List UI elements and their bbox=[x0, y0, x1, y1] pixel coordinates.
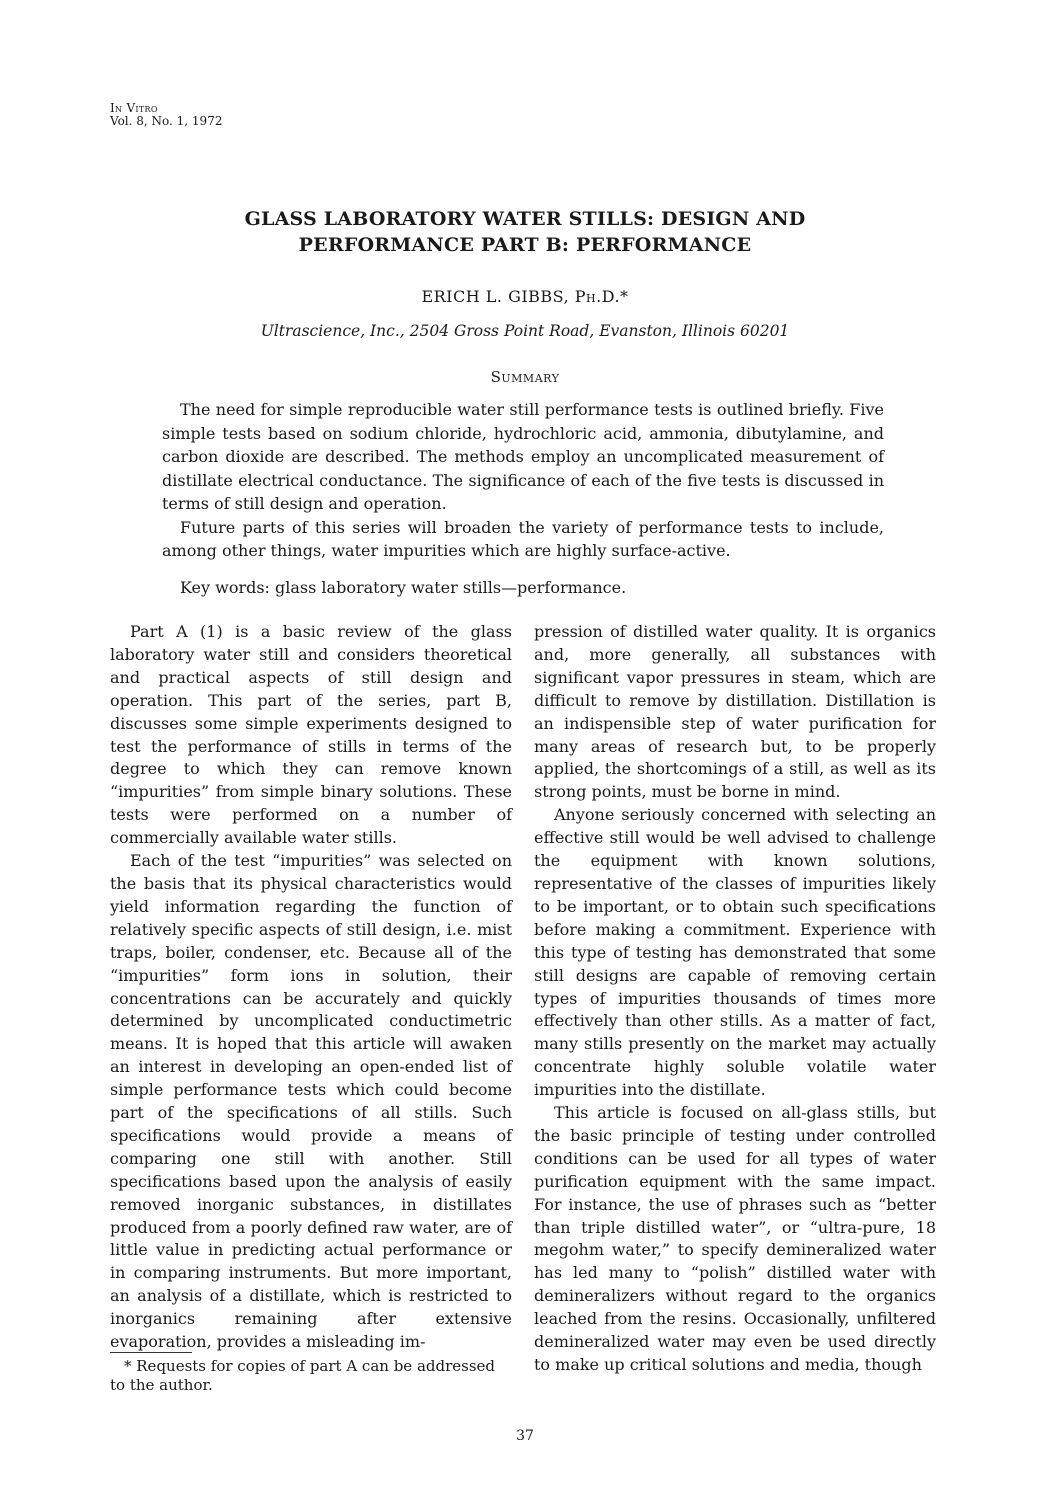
affiliation: Ultrascience, Inc., 2504 Gross Point Road, Evanston, Illinois 60201 bbox=[260, 322, 790, 340]
journal-citation bbox=[110, 102, 222, 128]
body-paragraph: Anyone seriously concerned with selecting an effective still would be well advised to challenge the equipment with known solutions, representative of the classes of impurities likely to be important, or to obtain such specifications before making a commitment. Experience with this type of testing has demonstrated that some still designs are capable of removing certain types of impurities thousands of times more effectively than other stills. As a matter of fact, many stills presently on the market may actually concentrate highly soluble volatile water impurities into the distillate. bbox=[534, 805, 936, 1100]
footnote bbox=[110, 1357, 512, 1395]
body-paragraph: pression of distilled water quality. It is organics and, more generally, all substances with significant vapor pressures in steam, which are difficult to remove by distillation. Distillation is an indispensible step of water purification for many areas of research but, to be properly applied, the shortcomings of a still, as well as its strong points, must be borne in mind. bbox=[534, 622, 936, 802]
summary-paragraph-1: The need for simple reproducible water still performance tests is outlined briefly. Five simple tests based on sodium chloride, hydrochloric acid, ammonia, dibutylamine, and carbon dioxide are described. The methods employ an uncomplicated measurement of distillate electrical conductance. The significance of each of the five tests is discussed in terms of still design and operation. bbox=[162, 400, 884, 513]
title-line-1: GLASS LABORATORY WATER STILLS: DESIGN AND bbox=[244, 208, 806, 230]
body-column-right bbox=[534, 621, 936, 1377]
author-degree: Ph.D.* bbox=[574, 287, 629, 306]
keywords: Key words: glass laboratory water stills—performance. bbox=[180, 578, 627, 597]
author-name: ERICH L. GIBBS, bbox=[421, 287, 575, 306]
footnote-text: * Requests for copies of part A can be addressed to the author. bbox=[110, 1357, 496, 1394]
journal-name: In Vitro bbox=[110, 101, 158, 115]
page-number: 37 bbox=[516, 1428, 534, 1444]
author-line bbox=[100, 287, 950, 306]
body-paragraph: Each of the test “impurities” was selected on the basis that its physical characteristics would yield information regarding the function of relatively specific aspects of still design, i.e. mist traps, boiler, condenser, etc. Because all of the “impurities” form ions in solution, their concentrations can be accurately and quickly determined by uncomplicated conductimetric means. It is hoped that this article will awaken an interest in developing an open-ended list of simple performance tests which could become part of the specifications of all stills. Such specifications would provide a means of comparing one still with another. Still specifications based upon the analysis of easily removed inorganic substances, in distillates produced from a poorly defined raw water, are of little value in predicting actual performance or in comparing instruments. But more important, an analysis of a distillate, which is restricted to inorganics remaining after extensive evaporation, provides a misleading im- bbox=[110, 851, 512, 1352]
journal-volume: Vol. 8, No. 1, 1972 bbox=[110, 114, 223, 128]
body-paragraph: Part A (1) is a basic review of the glass laboratory water still and considers theoretical and practical aspects of still design and operation. This part of the series, part B, discusses some simple experiments designed to test the performance of stills in terms of the degree to which they can remove known “impurities” from simple binary solutions. These tests were performed on a number of commercially available water stills. bbox=[110, 622, 512, 848]
summary-paragraph-2: Future parts of this series will broaden the variety of performance tests to include, among other things, water impurities which are highly surface-active. bbox=[162, 517, 884, 560]
footnote-divider bbox=[110, 1352, 192, 1353]
summary-heading: Summary bbox=[490, 368, 560, 386]
body-paragraph: This article is focused on all-glass stills, but the basic principle of testing under controlled conditions can be used for all types of water purification equipment with the same impact. For instance, the use of phrases such as “better than triple distilled water”, or “ultra-pure, 18 megohm water,” to specify demineralized water has led many to “polish” distilled water with demineralizers without regard to the organics leached from the resins. Occasionally, unfiltered demineralized water may even be used directly to make up critical solutions and media, though bbox=[534, 1103, 936, 1374]
body-column-left bbox=[110, 621, 512, 1354]
summary-block bbox=[162, 398, 884, 563]
title-line-2: PERFORMANCE PART B: PERFORMANCE bbox=[298, 234, 752, 256]
article-title bbox=[100, 206, 950, 258]
